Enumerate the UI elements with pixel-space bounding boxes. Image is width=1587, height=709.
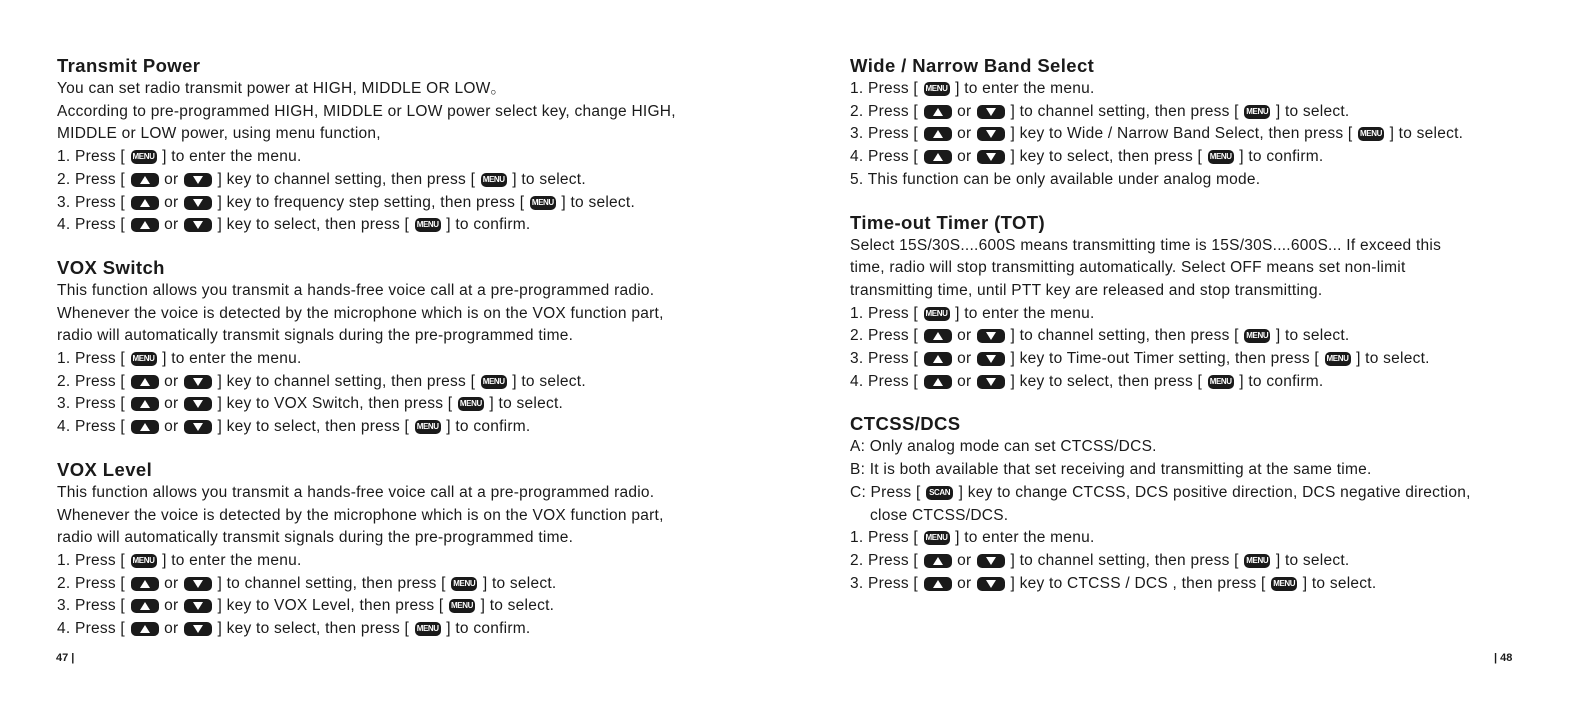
text-line: [850, 505, 1550, 528]
text-segment: or: [159, 574, 183, 592]
text-segment: or: [159, 395, 183, 413]
text-line: [57, 595, 757, 618]
text-segment: ] to enter the menu.: [950, 529, 1095, 547]
text-line: [850, 257, 1550, 280]
text-segment: ] key to Wide / Narrow Band Select, then press [: [1005, 125, 1358, 143]
text-line: [57, 416, 757, 439]
text-line: [57, 371, 757, 394]
text-segment: or: [952, 148, 976, 166]
text-segment: 1. Press [: [57, 148, 130, 166]
text-segment: or: [159, 193, 183, 211]
text-segment: or: [159, 418, 183, 436]
text-segment: 1. Press [: [850, 304, 923, 322]
text-segment: ] to select.: [1385, 125, 1464, 143]
text-line: [57, 169, 757, 192]
text-line: [57, 303, 757, 326]
menu-key-icon: [131, 150, 157, 164]
up-arrow-key-icon: [131, 599, 159, 613]
menu-key-label: MENU: [132, 555, 155, 565]
text-segment: ] key to VOX Switch, then press [: [212, 395, 457, 413]
menu-key-label: MENU: [1246, 331, 1269, 341]
text-segment: ] key to Time-out Timer setting, then press [: [1005, 350, 1324, 368]
page-number-left: 47 |: [56, 652, 75, 664]
text-segment: 3. Press [: [850, 125, 923, 143]
menu-key-icon: [1358, 127, 1384, 141]
down-arrow-key-icon: [184, 218, 212, 232]
menu-key-icon: [131, 554, 157, 568]
menu-key-label: MENU: [482, 174, 505, 184]
up-arrow-key-icon: [131, 397, 159, 411]
text-segment: ] to enter the menu.: [157, 551, 302, 569]
text-line: [57, 192, 757, 215]
text-segment: 4. Press [: [57, 620, 130, 638]
text-segment: or: [159, 620, 183, 638]
scan-key-label: SCAN: [929, 487, 951, 497]
text-segment: 1. Press [: [57, 551, 130, 569]
menu-key-icon: [451, 577, 477, 591]
up-arrow-key-icon: [924, 352, 952, 366]
menu-key-label: MENU: [416, 422, 439, 432]
menu-key-label: MENU: [482, 376, 505, 386]
text-line: [57, 348, 757, 371]
text-segment: ] key to frequency step setting, then press [: [212, 193, 529, 211]
menu-key-label: MENU: [1273, 578, 1296, 588]
up-arrow-key-icon: [924, 375, 952, 389]
up-arrow-key-icon: [924, 127, 952, 141]
down-arrow-key-icon: [977, 375, 1005, 389]
text-segment: ] key to select, then press [: [1005, 372, 1207, 390]
text-line: [850, 550, 1550, 573]
text-segment: Whenever the voice is detected by the microphone which is on the VOX function part,: [57, 304, 664, 322]
text-segment: ] to enter the menu.: [950, 304, 1095, 322]
text-line: [57, 146, 757, 169]
down-arrow-key-icon: [184, 599, 212, 613]
menu-key-icon: [1244, 554, 1270, 568]
text-line: [57, 393, 757, 416]
down-arrow-key-icon: [977, 352, 1005, 366]
page-number-right: | 48: [1494, 652, 1513, 664]
text-line: [57, 78, 757, 101]
text-line: [57, 214, 757, 237]
section: [850, 211, 1550, 394]
up-arrow-key-icon: [131, 375, 159, 389]
menu-key-icon: [415, 622, 441, 636]
text-segment: ] to select.: [507, 170, 586, 188]
text-segment: ] to confirm.: [441, 620, 531, 638]
down-arrow-key-icon: [977, 554, 1005, 568]
down-arrow-key-icon: [184, 397, 212, 411]
text-segment: This function allows you transmit a hands-free voice call at a pre-programmed radio.: [57, 483, 655, 501]
text-segment: ] key to select, then press [: [212, 216, 414, 234]
text-segment: 1. Press [: [57, 350, 130, 368]
text-line: [57, 573, 757, 596]
text-segment: 5. This function can be only available under analog mode.: [850, 170, 1261, 188]
section-heading: VOX Switch: [57, 256, 165, 278]
text-segment: ] key to VOX Level, then press [: [212, 597, 449, 615]
text-segment: 4. Press [: [850, 372, 923, 390]
text-segment: ] to select.: [1351, 350, 1430, 368]
text-segment: ] to enter the menu.: [157, 148, 302, 166]
text-segment: ] key to CTCSS / DCS , then press [: [1005, 574, 1271, 592]
text-line: [850, 78, 1550, 101]
up-arrow-key-icon: [924, 105, 952, 119]
menu-key-icon: [924, 307, 950, 321]
text-line: [850, 169, 1550, 192]
menu-key-label: MENU: [132, 152, 155, 162]
text-segment: 3. Press [: [850, 574, 923, 592]
text-segment: 2. Press [: [57, 574, 130, 592]
text-segment: ] to select.: [1298, 574, 1377, 592]
menu-key-label: MENU: [451, 601, 474, 611]
section: [57, 54, 757, 237]
menu-key-icon: [458, 397, 484, 411]
text-line: [850, 325, 1550, 348]
text-line: [850, 101, 1550, 124]
text-segment: ] to channel setting, then press [: [1005, 551, 1244, 569]
down-arrow-key-icon: [184, 375, 212, 389]
menu-key-label: MENU: [1246, 555, 1269, 565]
text-segment: ] key to channel setting, then press [: [212, 170, 480, 188]
text-line: [850, 123, 1550, 146]
text-line: [57, 618, 757, 641]
text-segment: 1. Press [: [850, 529, 923, 547]
up-arrow-key-icon: [131, 577, 159, 591]
text-segment: ] to select.: [556, 193, 636, 211]
section-heading: Wide / Narrow Band Select: [850, 55, 1095, 76]
menu-key-icon: [924, 82, 950, 96]
section-heading: Time-out Timer (TOT): [850, 211, 1046, 233]
menu-key-label: MENU: [416, 220, 439, 230]
text-line: [850, 482, 1550, 505]
down-arrow-key-icon: [184, 420, 212, 434]
text-line: [57, 550, 757, 573]
menu-key-label: MENU: [459, 399, 482, 409]
text-segment: A: Only analog mode can set CTCSS/DCS.: [850, 438, 1157, 456]
text-segment: ] to channel setting, then press [: [1005, 102, 1244, 120]
text-line: [850, 303, 1550, 326]
text-segment: ] key to select, then press [: [212, 418, 414, 436]
menu-key-icon: [924, 531, 950, 545]
text-line: [850, 146, 1550, 169]
text-segment: or: [159, 372, 183, 390]
text-segment: time, radio will stop transmitting automatically. Select OFF means set non-limit: [850, 259, 1406, 277]
text-segment: ] to select.: [1271, 102, 1350, 120]
text-line: [57, 505, 757, 528]
text-segment: or: [952, 125, 976, 143]
text-segment: ] to channel setting, then press [: [1005, 327, 1244, 345]
menu-key-icon: [530, 196, 556, 210]
up-arrow-key-icon: [131, 196, 159, 210]
text-segment: or: [159, 216, 183, 234]
section-heading: Transmit Power: [57, 55, 201, 76]
menu-key-icon: [415, 218, 441, 232]
menu-key-label: MENU: [925, 308, 948, 318]
text-segment: or: [952, 327, 976, 345]
down-arrow-key-icon: [184, 173, 212, 187]
text-segment: ] to select.: [476, 597, 555, 615]
text-segment: radio will automatically transmit signals during the pre-programmed time.: [57, 327, 574, 345]
text-segment: B: It is both available that set receiving and transmitting at the same time.: [850, 461, 1372, 479]
text-segment: According to pre-programmed HIGH, MIDDLE or LOW power select key, change HIGH,: [57, 102, 676, 120]
text-segment: 2. Press [: [57, 170, 130, 188]
text-segment: 2. Press [: [850, 327, 923, 345]
text-segment: ] to confirm.: [441, 418, 531, 436]
menu-key-icon: [1325, 352, 1351, 366]
text-segment: ] to confirm.: [441, 216, 531, 234]
text-segment: or: [952, 574, 976, 592]
text-segment: ] to confirm.: [1234, 148, 1324, 166]
text-line: [850, 527, 1550, 550]
up-arrow-key-icon: [924, 329, 952, 343]
right-column: [850, 54, 1550, 614]
up-arrow-key-icon: [924, 577, 952, 591]
section-heading: CTCSS/DCS: [850, 413, 961, 435]
menu-key-icon: [1208, 150, 1234, 164]
menu-key-icon: [1244, 329, 1270, 343]
text-segment: 1. Press [: [850, 80, 923, 97]
text-segment: 3. Press [: [57, 193, 130, 211]
menu-key-icon: [131, 352, 157, 366]
text-line: [850, 573, 1550, 596]
text-segment: ] key to select, then press [: [1005, 148, 1207, 166]
section: [850, 412, 1550, 595]
text-segment: This function allows you transmit a hands-free voice call at a pre-programmed radio.: [57, 281, 655, 299]
menu-key-icon: [1244, 105, 1270, 119]
menu-key-label: MENU: [925, 533, 948, 543]
text-segment: 3. Press [: [57, 597, 130, 615]
section: [57, 256, 757, 439]
text-segment: You can set radio transmit power at HIGH, MIDDLE OR LOW。: [57, 80, 507, 97]
menu-key-label: MENU: [1209, 376, 1232, 386]
text-segment: ] to select.: [484, 395, 564, 413]
text-segment: or: [952, 551, 976, 569]
menu-key-label: MENU: [1360, 129, 1382, 139]
menu-key-label: MENU: [925, 84, 948, 93]
down-arrow-key-icon: [184, 577, 212, 591]
text-segment: 3. Press [: [850, 350, 923, 368]
menu-key-label: MENU: [1326, 354, 1349, 364]
text-segment: or: [952, 102, 976, 120]
menu-key-label: MENU: [453, 578, 476, 588]
section: [57, 458, 757, 641]
down-arrow-key-icon: [977, 127, 1005, 141]
text-segment: transmitting time, until PTT key are released and stop transmitting.: [850, 281, 1323, 299]
down-arrow-key-icon: [977, 577, 1005, 591]
down-arrow-key-icon: [977, 329, 1005, 343]
section-heading: VOX Level: [57, 458, 153, 480]
section: [850, 54, 1550, 192]
text-segment: Select 15S/30S....600S means transmitting time is 15S/30S....600S... If exceed this: [850, 236, 1442, 254]
menu-key-label: MENU: [1246, 106, 1269, 116]
text-line: [850, 371, 1550, 394]
up-arrow-key-icon: [924, 150, 952, 164]
text-segment: MIDDLE or LOW power, using menu function,: [57, 125, 381, 143]
up-arrow-key-icon: [131, 622, 159, 636]
text-segment: or: [159, 170, 183, 188]
down-arrow-key-icon: [977, 150, 1005, 164]
menu-key-icon: [481, 375, 507, 389]
text-segment: 2. Press [: [850, 551, 923, 569]
down-arrow-key-icon: [184, 622, 212, 636]
down-arrow-key-icon: [184, 196, 212, 210]
text-segment: ] key to change CTCSS, DCS positive direction, DCS negative direction,: [954, 483, 1471, 501]
up-arrow-key-icon: [131, 420, 159, 434]
text-line: [850, 280, 1550, 303]
text-segment: Whenever the voice is detected by the microphone which is on the VOX function part,: [57, 506, 664, 524]
text-segment: or: [159, 597, 183, 615]
menu-key-icon: [449, 599, 475, 613]
text-segment: ] to enter the menu.: [950, 80, 1095, 97]
text-segment: ] to select.: [1271, 327, 1350, 345]
text-segment: or: [952, 350, 976, 368]
menu-key-label: MENU: [531, 197, 554, 207]
text-line: [850, 459, 1550, 482]
left-column: [57, 54, 757, 660]
up-arrow-key-icon: [131, 173, 159, 187]
text-segment: ] to enter the menu.: [157, 350, 302, 368]
text-segment: 4. Press [: [850, 148, 923, 166]
text-line: [850, 235, 1550, 258]
text-segment: close CTCSS/DCS.: [870, 506, 1009, 524]
menu-key-icon: [481, 173, 507, 187]
text-segment: ] to channel setting, then press [: [212, 574, 451, 592]
menu-key-label: MENU: [1209, 152, 1232, 162]
text-segment: 2. Press [: [57, 372, 130, 390]
scan-key-icon: [926, 486, 953, 500]
text-line: [57, 280, 757, 303]
down-arrow-key-icon: [977, 105, 1005, 119]
menu-key-label: MENU: [416, 624, 439, 634]
up-arrow-key-icon: [131, 218, 159, 232]
text-segment: ] key to select, then press [: [212, 620, 414, 638]
text-segment: 4. Press [: [57, 418, 130, 436]
text-segment: ] to select.: [507, 372, 586, 390]
menu-key-icon: [1208, 375, 1234, 389]
text-segment: ] to select.: [478, 574, 557, 592]
menu-key-icon: [1271, 577, 1297, 591]
text-segment: 2. Press [: [850, 102, 923, 120]
menu-key-label: MENU: [132, 354, 155, 364]
text-segment: radio will automatically transmit signals during the pre-programmed time.: [57, 529, 574, 547]
text-line: [57, 325, 757, 348]
text-segment: or: [952, 372, 976, 390]
text-line: [57, 101, 757, 124]
text-line: [850, 436, 1550, 459]
text-segment: 3. Press [: [57, 395, 130, 413]
text-line: [850, 348, 1550, 371]
text-line: [57, 482, 757, 505]
menu-key-icon: [415, 420, 441, 434]
text-segment: ] key to channel setting, then press [: [212, 372, 480, 390]
text-segment: ] to select.: [1271, 551, 1350, 569]
text-line: [57, 123, 757, 146]
text-segment: 4. Press [: [57, 216, 130, 234]
up-arrow-key-icon: [924, 554, 952, 568]
text-line: [57, 527, 757, 550]
text-segment: C: Press [: [850, 483, 926, 501]
text-segment: ] to confirm.: [1234, 372, 1324, 390]
